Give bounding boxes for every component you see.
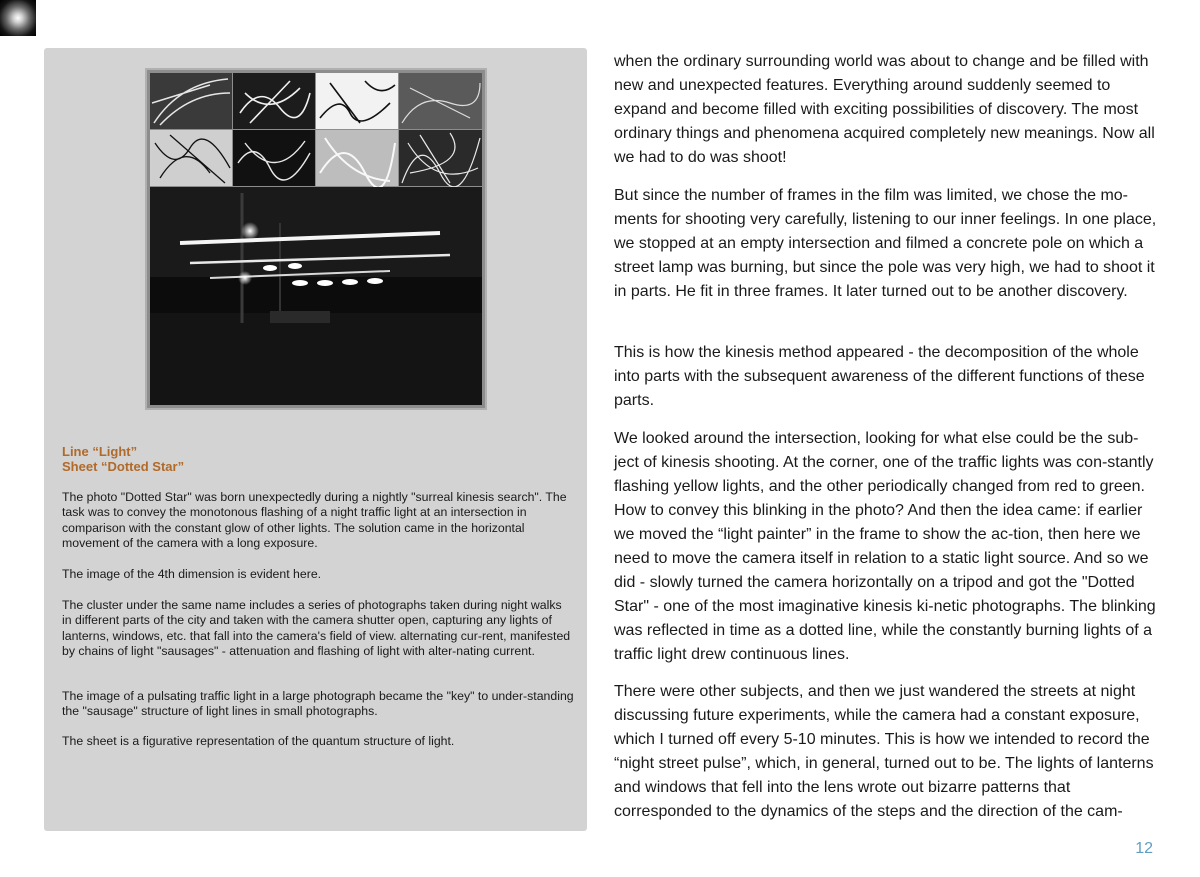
body-paragraph: This is how the kinesis method appeared - the decomposition of the whole into parts with the subsequent awareness of the different functions of these parts. [614, 344, 1145, 409]
thumbnail-1 [150, 73, 232, 129]
thumbnail-7 [316, 130, 398, 188]
body-paragraph: But since the number of frames in the film was limited, we chose the mo-ments for shooting very carefully, listening to our inner feelings. In one place, we stopped at an empty intersection and filmed a concrete pole on which a street lamp was burning, but since the pole was very high, we had to shoot it in parts. He fit in three frames. It later turned out to be another discovery. [614, 187, 1157, 300]
body-paragraph: There were other subjects, and then we just wandered the streets at night discussing future experiments, while the camera had a constant exposure, which I turned off every 5-10 minutes. This is how we intended to record the “night street pulse”, which, in general, turned out to be. The lights of lanterns and windows that fell into the lens wrote out bizarre patterns that corresponded to the dynamics of the steps and the direction of the cam- [614, 683, 1154, 820]
caption-line-title: Line “Light” [62, 444, 138, 459]
caption-paragraph: The cluster under the same name includes a series of photographs taken during night walks in different parts of the city and taken with the camera shutter open, capturing any lights of lanterns, windows, etc. that fall into the camera's field of view. alternating cur-rent, manifested by chains of light "sausages" - attenuation and flashing of light with alter-nating current. [62, 598, 571, 659]
large-traffic-light-photo [150, 187, 482, 405]
caption-paragraph: The sheet is a figurative representation of the quantum structure of light. [62, 734, 455, 748]
thumbnail-2 [233, 73, 315, 129]
caption-paragraph: The image of the 4th dimension is evident here. [62, 567, 322, 581]
caption-paragraph: The photo "Dotted Star" was born unexpectedly during a nightly "surreal kinesis search". The task was to convey the monotonous flashing of a night traffic light at an intersection in comparison with the constant glow of other lights. The solution came in the horizontal movement of the camera with a long exposure. [62, 490, 567, 551]
thumbnail-3 [316, 73, 398, 129]
body-paragraph: when the ordinary surrounding world was about to change and be filled with new and unexpected features. Everything around suddenly seemed to expand and become filled with exciting possibilities of discovery. The most ordinary things and phenomena acquired completely new meanings. Now all we had to do was shoot! [614, 53, 1155, 166]
photo-caption-panel [44, 48, 587, 831]
thumbnail-6 [233, 130, 315, 186]
body-paragraph: We looked around the intersection, looking for what else could be the sub-ject of kinesis shooting. At the corner, one of the traffic lights was con-stantly flashing yellow lights, and the other periodically changed from red to green. How to convey this blinking in the photo? And then the idea came: if earlier we moved the “light painter” in the frame to show the ac-tion, then here we need to move the camera itself in relation to a static light source. And so we did - slowly turned the camera horizontally on a tripod and got the "Dotted Star" - one of the most imaginative kinesis ki-netic photographs. The blinking was reflected in time as a dotted line, while the constantly burning lights of a traffic light drew continuous lines. [614, 430, 1156, 663]
corner-logo [0, 0, 36, 36]
caption-paragraph: The image of a pulsating traffic light in a large photograph became the "key" to under-standing the "sausage" structure of light lines in small photographs. [62, 689, 574, 719]
thumbnail-8 [399, 130, 482, 187]
thumbnail-4 [399, 73, 482, 129]
photo-collage [150, 73, 482, 405]
dotted-star-photo-sheet [145, 68, 487, 410]
caption-sheet-title: Sheet “Dotted Star” [62, 459, 185, 474]
page-number: 12 [1135, 840, 1153, 857]
thumbnail-5 [150, 130, 232, 186]
